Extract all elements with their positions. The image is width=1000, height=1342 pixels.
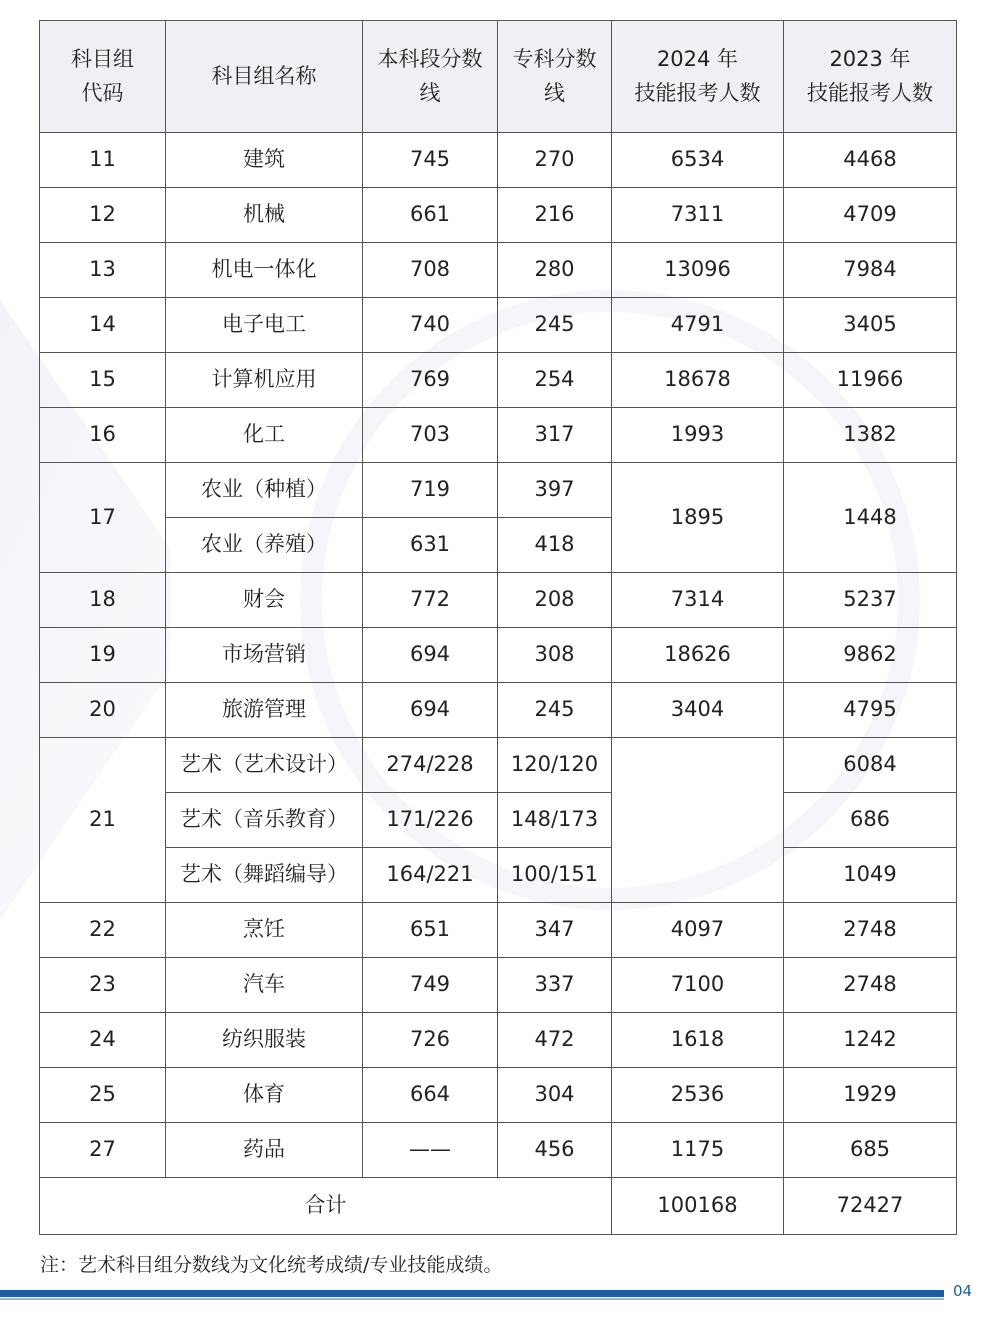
cell-2024: 7311 <box>612 188 784 243</box>
cell-name: 机械 <box>166 188 363 243</box>
table-row-art <box>40 738 957 793</box>
cell-name: 纺织服装 <box>166 1013 363 1068</box>
cell-bachelor: 745 <box>363 133 498 188</box>
cell-code: 20 <box>40 683 166 738</box>
table-header-row <box>40 21 957 133</box>
cell-bachelor: 661 <box>363 188 498 243</box>
cell-2024: 3404 <box>612 683 784 738</box>
cell-vocational: 280 <box>498 243 612 298</box>
cell-2023: 6084 <box>784 738 957 793</box>
cell-vocational: 337 <box>498 958 612 1013</box>
cell-2024: 7100 <box>612 958 784 1013</box>
cell-vocational: 418 <box>498 518 612 573</box>
cell-bachelor: 274/228 <box>363 738 498 793</box>
table-row <box>40 958 957 1013</box>
cell-2024-empty <box>612 738 784 903</box>
cell-vocational: 245 <box>498 683 612 738</box>
cell-name: 体育 <box>166 1068 363 1123</box>
table-row <box>40 243 957 298</box>
cell-2024: 1895 <box>612 463 784 573</box>
cell-code: 15 <box>40 353 166 408</box>
cell-bachelor: 719 <box>363 463 498 518</box>
cell-code: 17 <box>40 463 166 573</box>
cell-vocational: 472 <box>498 1013 612 1068</box>
cell-name: 化工 <box>166 408 363 463</box>
cell-vocational: 120/120 <box>498 738 612 793</box>
cell-name: 财会 <box>166 573 363 628</box>
cell-vocational: 270 <box>498 133 612 188</box>
footer-bar <box>0 1290 944 1297</box>
cell-code: 13 <box>40 243 166 298</box>
cell-code: 21 <box>40 738 166 903</box>
header-2024-label: 技能报考人数 <box>634 80 761 105</box>
cell-2024: 18626 <box>612 628 784 683</box>
cell-vocational: 347 <box>498 903 612 958</box>
table-row-agri <box>40 463 957 518</box>
cell-2024: 13096 <box>612 243 784 298</box>
cell-vocational: 245 <box>498 298 612 353</box>
header-2023 <box>784 21 957 133</box>
cell-2023: 1382 <box>784 408 957 463</box>
cell-2023: 4468 <box>784 133 957 188</box>
cell-name: 烹饪 <box>166 903 363 958</box>
cell-2024: 4791 <box>612 298 784 353</box>
table-row <box>40 1068 957 1123</box>
cell-bachelor: 769 <box>363 353 498 408</box>
cell-vocational: 148/173 <box>498 793 612 848</box>
cell-name: 汽车 <box>166 958 363 1013</box>
cell-2023: 1448 <box>784 463 957 573</box>
cell-bachelor: 171/226 <box>363 793 498 848</box>
cell-bachelor: 726 <box>363 1013 498 1068</box>
cell-2023: 4709 <box>784 188 957 243</box>
cell-name: 机电一体化 <box>166 243 363 298</box>
cell-code: 12 <box>40 188 166 243</box>
cell-2023: 1929 <box>784 1068 957 1123</box>
table-row-art <box>40 848 957 903</box>
footnote: 注：艺术科目组分数线为文化统考成绩/专业技能成绩。 <box>40 1254 503 1276</box>
table-row <box>40 628 957 683</box>
cell-vocational: 397 <box>498 463 612 518</box>
header-2024 <box>612 21 784 133</box>
table-row-art <box>40 793 957 848</box>
table-row <box>40 683 957 738</box>
total-label: 合计 <box>40 1178 612 1235</box>
cell-2023: 2748 <box>784 903 957 958</box>
header-2023-label: 技能报考人数 <box>807 80 933 105</box>
cell-2023: 1049 <box>784 848 957 903</box>
cell-bachelor: 703 <box>363 408 498 463</box>
cell-2023: 9862 <box>784 628 957 683</box>
table-row <box>40 573 957 628</box>
cell-name: 农业（种植） <box>166 463 363 518</box>
cell-name: 建筑 <box>166 133 363 188</box>
table-row <box>40 408 957 463</box>
cell-bachelor: 772 <box>363 573 498 628</box>
cell-2024: 1175 <box>612 1123 784 1178</box>
header-code: 科目组代码 <box>40 21 166 133</box>
score-table <box>39 20 957 1235</box>
table-row <box>40 298 957 353</box>
cell-code: 25 <box>40 1068 166 1123</box>
table-row <box>40 133 957 188</box>
table-row <box>40 1013 957 1068</box>
table-row <box>40 903 957 958</box>
cell-code: 19 <box>40 628 166 683</box>
cell-2023: 685 <box>784 1123 957 1178</box>
cell-2023: 7984 <box>784 243 957 298</box>
total-2024: 100168 <box>612 1178 784 1235</box>
cell-2023: 2748 <box>784 958 957 1013</box>
total-2023: 72427 <box>784 1178 957 1235</box>
cell-name: 计算机应用 <box>166 353 363 408</box>
cell-bachelor: 631 <box>363 518 498 573</box>
cell-bachelor: 694 <box>363 628 498 683</box>
cell-2023: 1242 <box>784 1013 957 1068</box>
cell-vocational: 308 <box>498 628 612 683</box>
cell-name: 艺术（舞蹈编导） <box>166 848 363 903</box>
cell-bachelor: 740 <box>363 298 498 353</box>
cell-name: 市场营销 <box>166 628 363 683</box>
cell-code: 27 <box>40 1123 166 1178</box>
cell-name: 药品 <box>166 1123 363 1178</box>
cell-code: 18 <box>40 573 166 628</box>
cell-2024: 7314 <box>612 573 784 628</box>
cell-code: 24 <box>40 1013 166 1068</box>
cell-2023: 11966 <box>784 353 957 408</box>
cell-2023: 3405 <box>784 298 957 353</box>
header-name: 科目组名称 <box>166 21 363 133</box>
cell-bachelor: 164/221 <box>363 848 498 903</box>
cell-name: 艺术（音乐教育） <box>166 793 363 848</box>
cell-2024: 6534 <box>612 133 784 188</box>
cell-code: 23 <box>40 958 166 1013</box>
cell-vocational: 304 <box>498 1068 612 1123</box>
cell-vocational: 100/151 <box>498 848 612 903</box>
cell-2023: 4795 <box>784 683 957 738</box>
page-number: 04 <box>953 1282 973 1300</box>
table-total-row <box>40 1178 957 1235</box>
cell-name: 艺术（艺术设计） <box>166 738 363 793</box>
cell-name: 电子电工 <box>166 298 363 353</box>
cell-vocational: 216 <box>498 188 612 243</box>
cell-name: 旅游管理 <box>166 683 363 738</box>
cell-code: 11 <box>40 133 166 188</box>
cell-bachelor: 664 <box>363 1068 498 1123</box>
header-2023-year: 2023 年 <box>829 46 911 71</box>
cell-code: 16 <box>40 408 166 463</box>
cell-2024: 1618 <box>612 1013 784 1068</box>
cell-bachelor: 694 <box>363 683 498 738</box>
cell-2024: 18678 <box>612 353 784 408</box>
cell-code: 14 <box>40 298 166 353</box>
cell-vocational: 254 <box>498 353 612 408</box>
footer-bar-thin <box>0 1298 944 1300</box>
table-row <box>40 1123 957 1178</box>
header-bachelor: 本科段分数线 <box>363 21 498 133</box>
cell-bachelor: —— <box>363 1123 498 1178</box>
cell-name: 农业（养殖） <box>166 518 363 573</box>
cell-vocational: 208 <box>498 573 612 628</box>
cell-2024: 2536 <box>612 1068 784 1123</box>
cell-vocational: 456 <box>498 1123 612 1178</box>
cell-bachelor: 708 <box>363 243 498 298</box>
cell-bachelor: 651 <box>363 903 498 958</box>
header-2024-year: 2024 年 <box>656 46 739 71</box>
cell-bachelor: 749 <box>363 958 498 1013</box>
cell-2023: 686 <box>784 793 957 848</box>
cell-code: 22 <box>40 903 166 958</box>
cell-2024: 4097 <box>612 903 784 958</box>
table-row <box>40 353 957 408</box>
cell-2024: 1993 <box>612 408 784 463</box>
cell-vocational: 317 <box>498 408 612 463</box>
header-vocational: 专科分数线 <box>498 21 612 133</box>
table-row <box>40 188 957 243</box>
cell-2023: 5237 <box>784 573 957 628</box>
